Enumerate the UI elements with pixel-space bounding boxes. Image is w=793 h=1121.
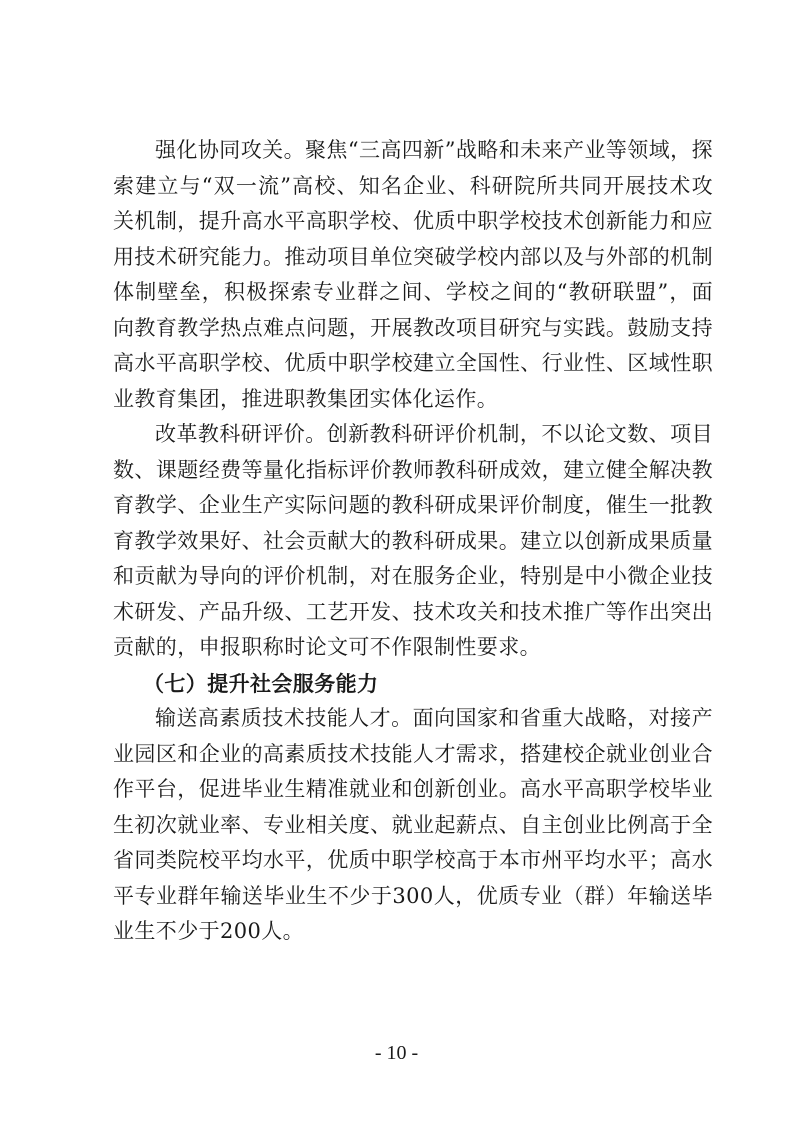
- paragraph-collaborative-research: 强化协同攻关。聚焦“三高四新”战略和未来产业等领域，探索建立与“双一流”高校、知名企业、科研院所共同开展技术攻关机制，提升高水平高职学校、优质中职学校技术创新能力和应用技术研究能力。推动项目单位突破学校内部以及与外部的机制体制壁垒，积极探索专业群之间、学校之间的“教研联盟”，面向教育教学热点难点问题，开展教改项目研究与实践。鼓励支持高水平高职学校、优质中职学校建立全国性、行业性、区域性职业教育集团，推进职教集团实体化运作。: [113, 138, 713, 411]
- paragraph-talent-supply: 输送高素质技术技能人才。面向国家和省重大战略，对接产业园区和企业的高素质技术技能人才需求，搭建校企就业创业合作平台，促进毕业生精准就业和创新创业。高水平高职学校毕业生初次就业率、专业相关度、就业起薪点、自主创业比例高于全省同类院校平均水平，优质中职学校高于本市州平均水平；高水平专业群年输送毕业生不少于300人，优质专业（群）年输送毕业生不少于200人。: [113, 706, 713, 943]
- document-body: [113, 133, 713, 950]
- section-heading: （七）提升社会服务能力: [143, 670, 379, 696]
- paragraph-research-evaluation-reform: 改革教科研评价。创新教科研评价机制，不以论文数、项目数、课题经费等量化指标评价教师教科研成效，建立健全解决教育教学、企业生产实际问题的教科研成果评价制度，催生一批教育教学效果好、社会贡献大的教科研成果。建立以创新成果质量和贡献为导向的评价机制，对在服务企业，特别是中小微企业技术研发、产品升级、工艺开发、技术攻关和技术推广等作出突出贡献的，申报职称时论文可不作限制性要求。: [113, 422, 713, 659]
- page-number: - 10 -: [374, 1042, 419, 1064]
